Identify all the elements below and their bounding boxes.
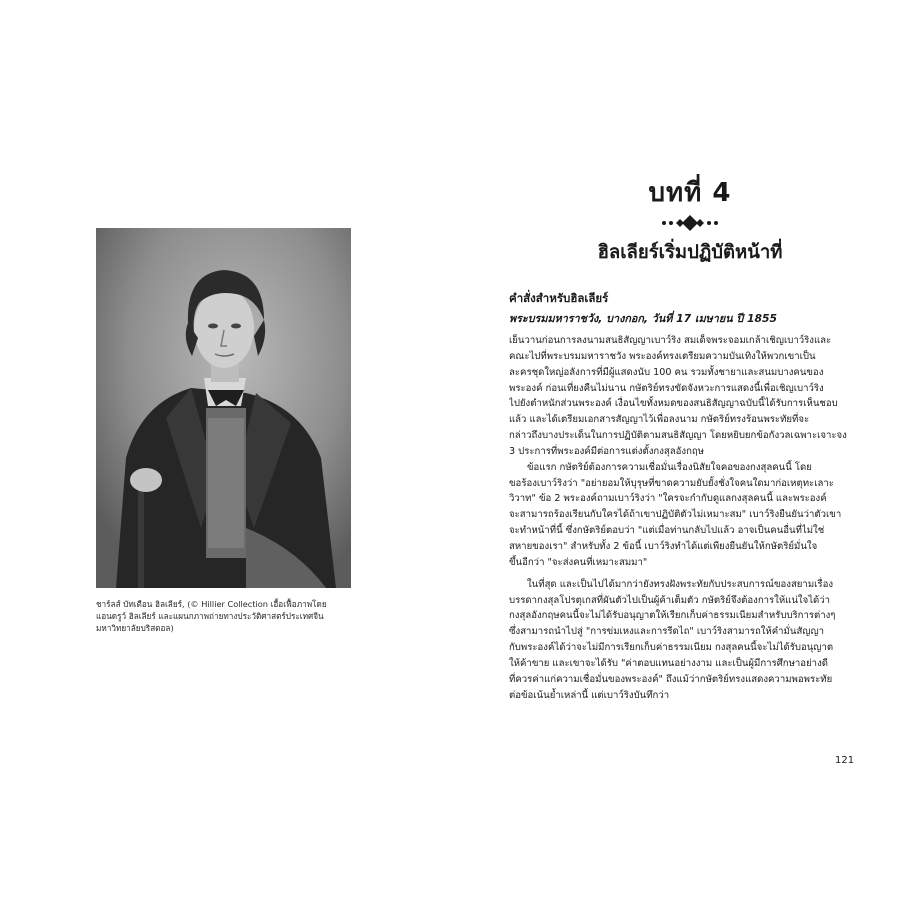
caption-line: มหาวิทยาลัยบริสตอล)	[96, 623, 174, 633]
body-line: จะทำหน้าที่นี้ ซึ่งกษัตริย์ตอบว่า "แต่เมื่อท่านกลับไปแล้ว อาจเป็นคนอื่นที่ไม่ใช่	[509, 525, 825, 537]
body-line: เย็นวานก่อนการลงนามสนธิสัญญาเบาว์ริง สมเด็จพระจอมเกล้าเชิญเบาว์ริงและ	[509, 335, 832, 346]
body-line: 3 ประการที่พระองค์มีต่อการแต่งตั้งกงสุลอังกฤษ	[509, 445, 705, 457]
body-line: ซึ่งสามารถนำไปสู่ "การข่มเหงและการรีดไถ" เบาว์ริงสามารถให้คำมั่นสัญญา	[509, 626, 825, 638]
caption-line: แอนดรูว์ ฮิลเลียร์ และแผนกภาพถ่ายทางประวัติศาสตร์ประเทศจีน	[96, 611, 324, 621]
body-line: ละครชุดใหญ่อลังการที่มีผู้แสดงนับ 100 คน รวมทั้งชายาและสนมบางคนของ	[509, 366, 824, 378]
body-line: สหายของเรา" สำหรับทั้ง 2 ข้อนี้ เบาว์ริงทำได้แต่เพียงยืนยันให้กษัตริย์มั่นใจ	[509, 540, 818, 552]
photo-caption	[96, 598, 358, 634]
section-heading: คำสั่งสำหรับฮิลเลียร์	[509, 291, 609, 305]
chapter-title: ฮิลเลียร์เริ่มปฏิบัติหน้าที่	[597, 242, 783, 263]
page-number: 121	[835, 755, 855, 766]
section-subheading: พระบรมมหาราชวัง, บางกอก, วันที่ 17 เมษายน ปี 1855	[509, 312, 777, 325]
body-line: ให้ค้าขาย และเขาจะได้รับ "ค่าตอบแทนอย่างงาม และเป็นผู้มีการศึกษาอย่างดี	[509, 657, 828, 669]
portrait-photo	[96, 228, 351, 588]
body-line: ขอร้องเบาว์ริงว่า "อย่ายอมให้บุรุษที่ขาดความยับยั้งชั่งใจคนใดมาก่อเหตุทะเลาะ	[509, 477, 834, 489]
body-text	[509, 333, 865, 703]
body-line: กล่าวถึงบางประเด็นในการปฏิบัติตามสนธิสัญญา โดยหยิบยกข้อกังวลเฉพาะเจาะจง	[509, 430, 847, 442]
body-line: วิวาท" ข้อ 2 พระองค์ถามเบาว์ริงว่า "ใครจะกำกับดูแลกงสุลคนนี้ และพระองค์	[509, 493, 827, 505]
diamond-dots-ornament-icon	[560, 210, 820, 236]
body-line: ต่อข้อเน้นย้ำเหล่านี้ แต่เบาว์ริงบันทึกว่า	[509, 689, 670, 701]
body-line: คณะไปที่พระบรมมหาราชวัง พระองค์ทรงเตรียมความบันเทิงให้พวกเขาเป็น	[509, 350, 816, 362]
body-line: แล้ว และได้เตรียมเอกสารสัญญาไว้เพื่อลงนาม กษัตริย์ทรงร้อนพระทัยที่จะ	[509, 414, 810, 426]
caption-line: ชาร์ลส์ บัทเตือน ฮิลเลียร์, (© Hillier Collection เอื้อเฟื้อภาพโดย	[96, 599, 327, 609]
body-line: กงสุลอังกฤษคนนี้จะไม่ได้รับอนุญาตให้เรียกเก็บค่าธรรมเนียมสำหรับบริการต่างๆ	[509, 610, 836, 622]
chapter-number: บทที่ 4	[648, 178, 732, 208]
body-line: ในที่สุด และเป็นไปได้มากว่ายังทรงฝังพระทัยกับประสบการณ์ของสยามเรื่อง	[527, 578, 834, 590]
body-line: พระองค์ ก่อนเที่ยงคืนไม่นาน กษัตริย์ทรงขัดจังหวะการแสดงนี้เพื่อเชิญเบาว์ริง	[509, 382, 824, 394]
body-line: ที่ควรค่าแก่ความเชื่อมั่นของพระองค์" ถึงแม้ว่ากษัตริย์ทรงแสดงความพอพระทัย	[509, 673, 833, 685]
body-line: จะสามารถร้องเรียนกับใครได้ถ้าเขาปฏิบัติตัวไม่เหมาะสม" เบาว์ริงยืนยันว่าตัวเขา	[509, 509, 842, 521]
portrait-illustration	[96, 228, 351, 588]
body-line: ไปยังตำหนักส่วนพระองค์ เงื่อนไขทั้งหมดของสนธิสัญญาฉบับนี้ได้รับการเห็นชอบ	[509, 398, 838, 410]
body-line: ข้อแรก กษัตริย์ต้องการความเชื่อมั่นเรื่องนิสัยใจคอของกงสุลคนนี้ โดย	[527, 461, 812, 473]
body-line: กับพระองค์ได้ว่าจะไม่มีการเรียกเก็บค่าธรรมเนียม กงสุลคนนี้จะไม่ได้รับอนุญาต	[509, 642, 834, 654]
body-line: บรรดากงสุลโปรตุเกสที่ผันตัวไปเป็นผู้ค้าเต็มตัว กษัตริย์จึงต้องการให้แน่ใจได้ว่า	[509, 594, 831, 606]
body-line: ขึ้นอีกว่า "จะส่งคนที่เหมาะสมมา"	[509, 556, 648, 568]
